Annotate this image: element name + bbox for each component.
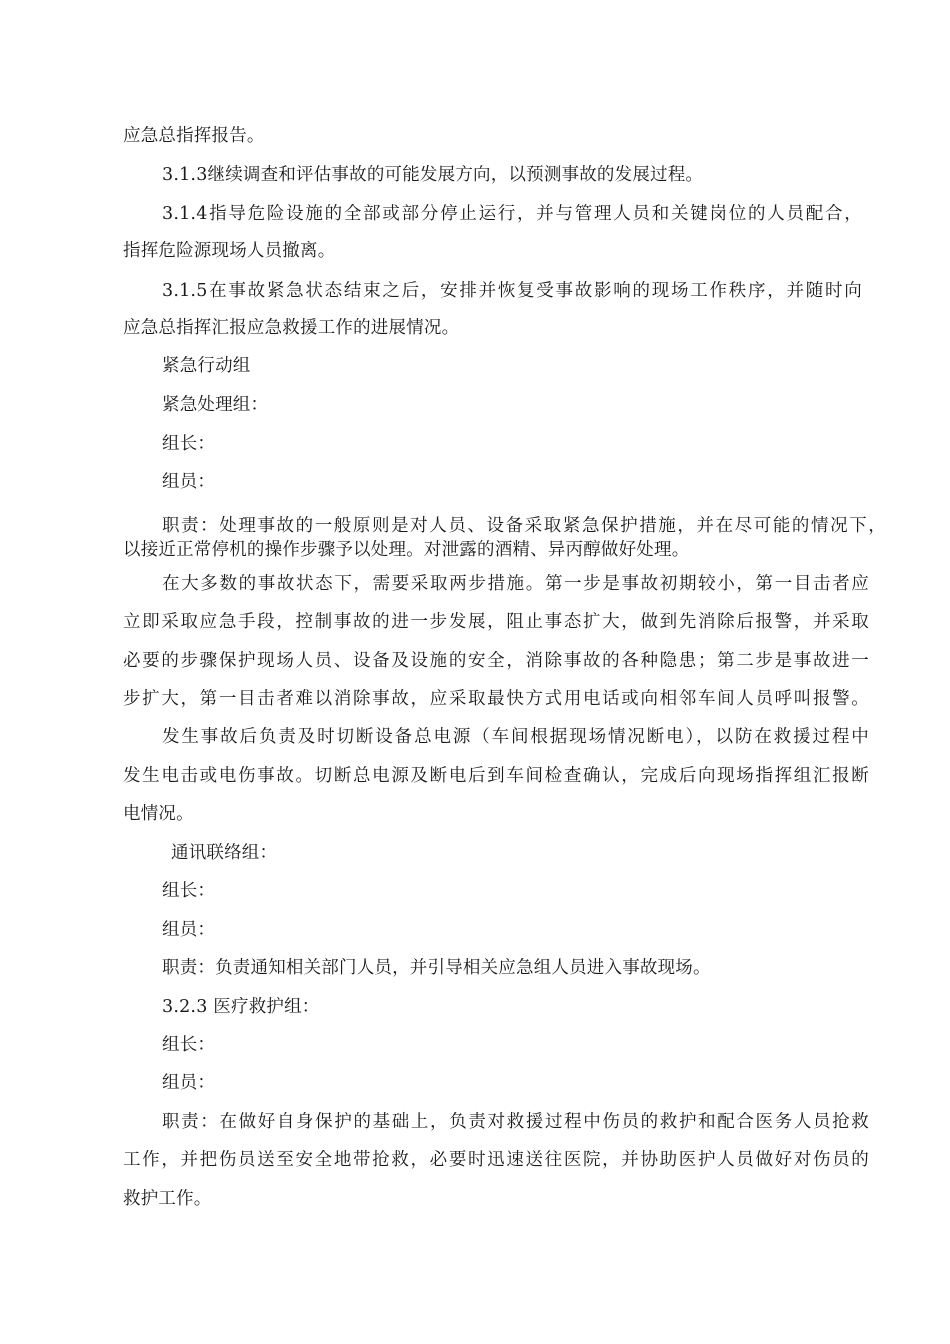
group-leader-label: 组长：: [162, 434, 216, 454]
paragraph-line: 步扩大，第一目击者难以消除事故，应采取最快方式用电话或向相邻车间人员呼叫报警。: [123, 689, 869, 709]
heading-communication-group: 通讯联络组：: [171, 843, 278, 863]
paragraph-line: 救护工作。: [123, 1189, 212, 1209]
text-line: 应急总指挥报告。: [123, 126, 265, 146]
group-members-label: 组员：: [162, 472, 216, 492]
section-3-1-3: 3.1.3继续调查和评估事故的可能发展方向，以预测事故的发展过程。: [162, 165, 704, 185]
section-3-1-5: 3.1.5在事故紧急状态结束之后，安排并恢复受事故影响的现场工作秩序，并随时向: [162, 281, 862, 301]
paragraph-line: 工作，并把伤员送至安全地带抢救，必要时迅速送往医院，并协助医护人员做好对伤员的: [123, 1150, 869, 1170]
section-3-2-3: 3.2.3 医疗救护组：: [162, 997, 320, 1017]
duty-text: 职责：负责通知相关部门人员，并引导相关应急组人员进入事故现场。: [162, 958, 711, 978]
group-members-label: 组员：: [162, 920, 216, 940]
paragraph-line: 发生事故后负责及时切断设备总电源（车间根据现场情况断电），以防在救援过程中: [162, 727, 869, 747]
group-members-label: 组员：: [162, 1073, 216, 1093]
duty-text: 职责：处理事故的一般原则是对人员、设备采取紧急保护措施，并在尽可能的情况下，: [162, 516, 886, 536]
heading-emergency-handling-group: 紧急处理组：: [162, 395, 269, 415]
paragraph-line: 立即采取应急手段，控制事故的进一步发展，阻止事态扩大，做到先消除后报警，并采取: [123, 612, 869, 632]
paragraph-line: 电情况。: [123, 804, 194, 824]
section-3-1-4: 3.1.4指导危险设施的全部或部分停止运行，并与管理人员和关键岗位的人员配合，: [162, 204, 862, 224]
paragraph-line: 必要的步骤保护现场人员、设备及设施的安全，消除事故的各种隐患；第二步是事故进一: [123, 651, 869, 671]
text-line: 以接近正常停机的操作步骤予以处理。对泄露的酒精、异丙醇做好处理。: [123, 540, 690, 560]
duty-text: 职责：在做好自身保护的基础上，负责对救援过程中伤员的救护和配合医务人员抢救: [162, 1112, 869, 1132]
paragraph-line: 发生电击或电伤事故。切断总电源及断电后到车间检查确认，完成后向现场指挥组汇报断: [123, 766, 869, 786]
group-leader-label: 组长：: [162, 881, 216, 901]
heading-emergency-action-group: 紧急行动组: [162, 356, 251, 376]
text-line: 应急总指挥汇报应急救援工作的进展情况。: [123, 318, 460, 338]
group-leader-label: 组长：: [162, 1035, 216, 1055]
paragraph-line: 在大多数的事故状态下，需要采取两步措施。第一步是事故初期较小，第一目击者应: [162, 574, 869, 594]
text-line: 指挥危险源现场人员撤离。: [123, 241, 336, 261]
